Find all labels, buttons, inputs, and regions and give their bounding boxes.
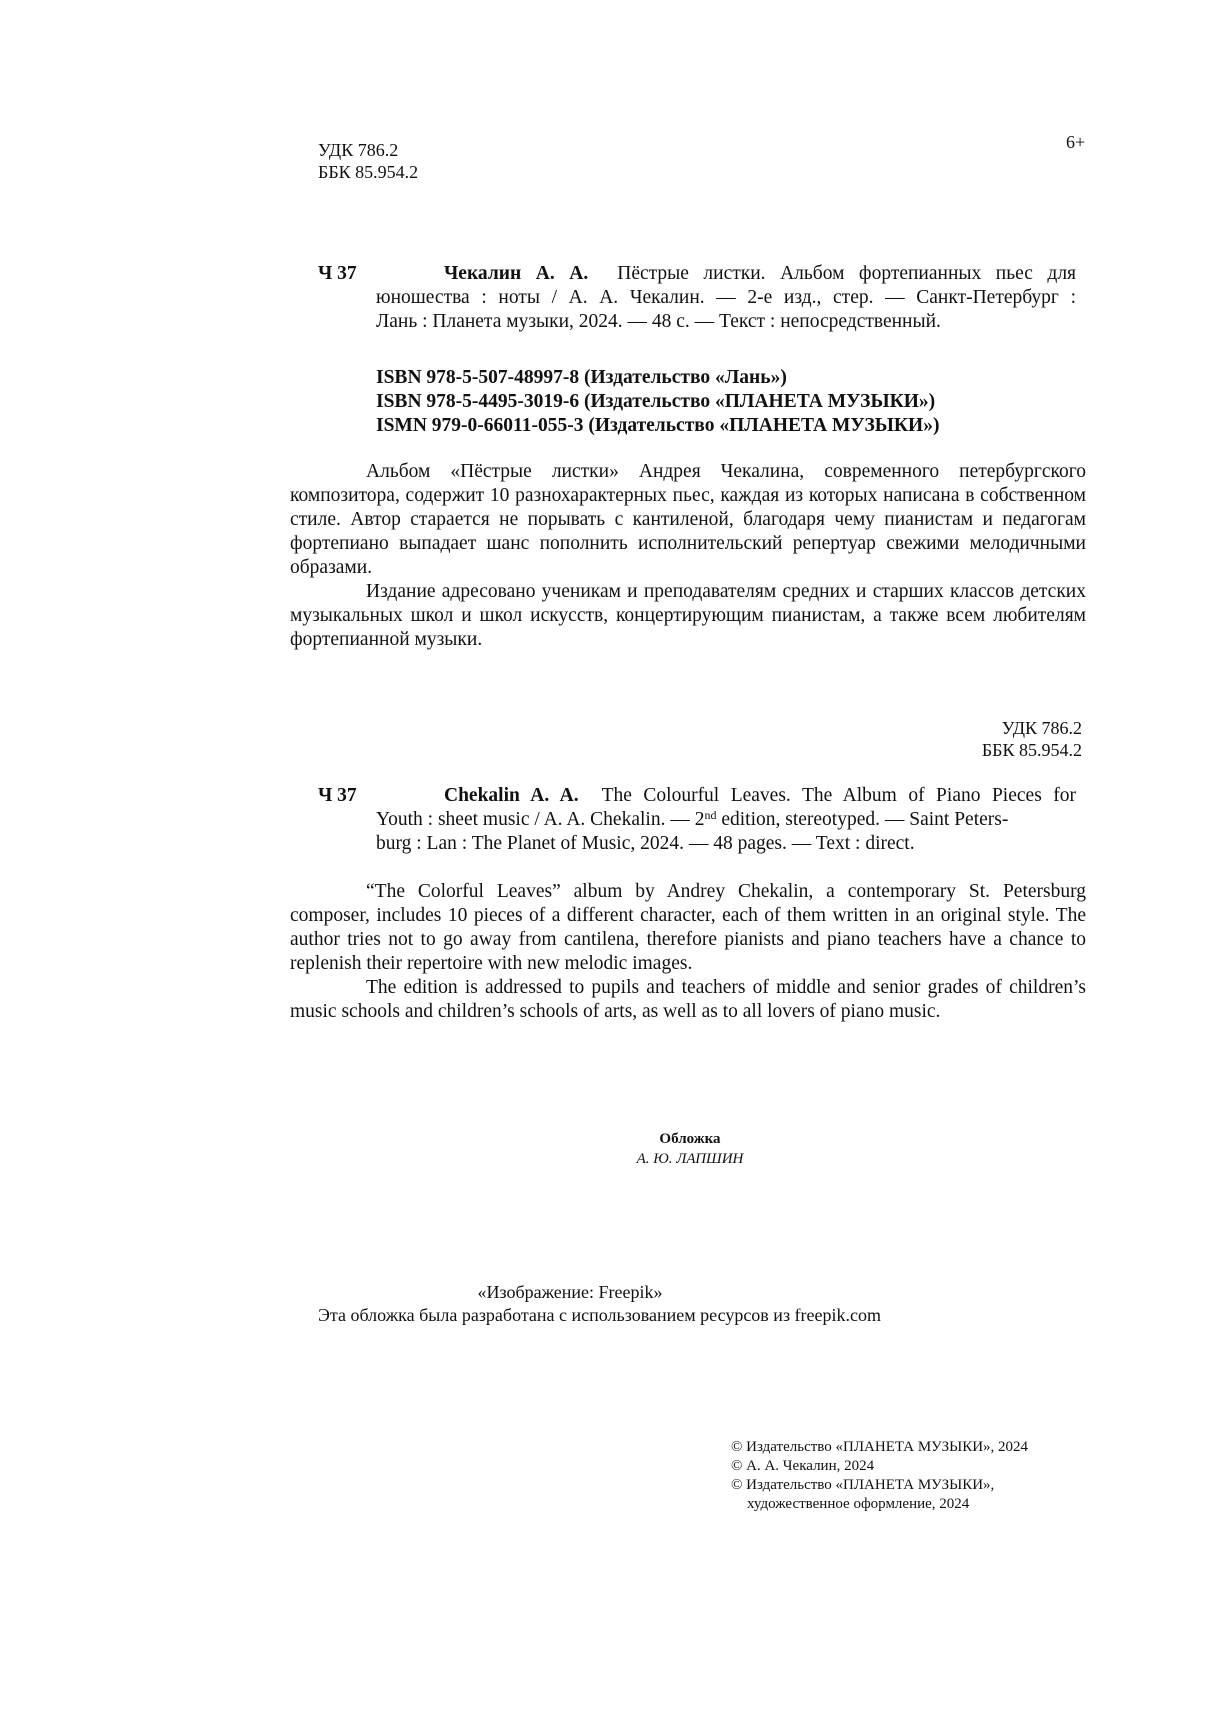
en-entry-line2-a: Youth : sheet music / A. A. Chekalin. — 2 — [376, 809, 705, 830]
en-entry-line2 — [376, 808, 1076, 832]
isbn-planeta: ISBN 978-5-4495-3019-6 (Издательство «ПЛАНЕТА МУЗЫКИ») — [376, 391, 936, 412]
cover-artist: А. Ю. ЛАПШИН — [636, 1151, 744, 1167]
image-credit-line2: Эта обложка была разработана с использованием ресурсов из freepik.com — [318, 1305, 882, 1325]
udk-code-en: УДК 786.2 — [1001, 718, 1082, 738]
en-entry-line2-b: edition, stereotyped. — Saint Peters- — [716, 809, 1009, 830]
en-entry-line3: burg : Lan : The Planet of Music, 2024. — 48 pages. — Text : direct. — [376, 833, 915, 854]
copyright-author: © А. А. Чекалин, 2024 — [731, 1458, 875, 1474]
udk-code-top: УДК 786.2 — [318, 140, 399, 160]
age-rating: 6+ — [1066, 132, 1086, 152]
ru-annotation-paragraph: Альбом «Пёстрые листки» Андрея Чекалина, современного петербургского композитора, содержит 10 разнохарактерных пьес, каждая из которых написана в собственном стиле. Автор старается не порывать с кантиленой, благодаря чему пианистам и педагогам фортепиано выпадает шанс пополнить исполнительский репертуар свежими мелодичными образами. — [290, 461, 1086, 578]
en-annotation — [290, 880, 1086, 1024]
ru-annotation-paragraph: Издание адресовано ученикам и преподавателям средних и старших классов детских музыкальных школ и школ искусств, концертирующим пианистам, а также всем любителям фортепианной музыки. — [290, 581, 1086, 650]
ru-author: Чекалин А. А. — [444, 263, 589, 284]
en-annotation-paragraph: The edition is addressed to pupils and teachers of middle and senior grades of children’s music schools and children’s schools of arts, as well as to all lovers of piano music. — [290, 977, 1086, 1022]
ru-author-code — [318, 262, 357, 286]
ru-entry-line3: Лань : Планета музыки, 2024. — 48 с. — Текст : непосредственный. — [376, 311, 941, 332]
image-credit-line1: «Изображение: Freepik» — [477, 1282, 663, 1302]
copyright-design-note: художественное оформление, 2024 — [747, 1496, 970, 1512]
ru-entry-line2: юношества : ноты / А. А. Чекалин. — 2-е изд., стер. — Санкт-Петербург : — [376, 287, 1076, 308]
ru-entry-line1 — [444, 262, 1076, 286]
copyright-publisher: © Издательство «ПЛАНЕТА МУЗЫКИ», 2024 — [731, 1439, 1029, 1455]
isbn-lan: ISBN 978-5-507-48997-8 (Издательство «Лань») — [376, 367, 787, 388]
en-title: The Colourful Leaves. The Album of Piano Pieces for — [601, 785, 1077, 806]
ismn-planeta: ISMN 979-0-66011-055-3 (Издательство «ПЛАНЕТА МУЗЫКИ») — [376, 415, 940, 436]
en-code: Ч 37 — [318, 785, 357, 806]
copyright-design: © Издательство «ПЛАНЕТА МУЗЫКИ», — [731, 1477, 995, 1493]
ru-annotation — [290, 460, 1086, 652]
en-author-code — [318, 784, 357, 808]
en-entry-line2-sup: nd — [704, 808, 717, 822]
ru-code: Ч 37 — [318, 263, 357, 284]
cover-label: Обложка — [659, 1131, 721, 1147]
en-annotation-paragraph: “The Colorful Leaves” album by Andrey Chekalin, a contemporary St. Petersburg composer, includes 10 pieces of a different character, each of them written in an original style. The author tries not to go away from cantilena, therefore pianists and piano teachers have a chance to replenish their repertoire with new melodic images. — [290, 881, 1086, 974]
en-author: Chekalin A. A. — [444, 785, 579, 806]
bbk-code-en: ББК 85.954.2 — [981, 740, 1082, 760]
en-entry-line1 — [444, 784, 1076, 808]
ru-title: Пёстрые листки. Альбом фортепианных пьес для — [617, 263, 1077, 284]
bbk-code-top: ББК 85.954.2 — [318, 162, 419, 182]
